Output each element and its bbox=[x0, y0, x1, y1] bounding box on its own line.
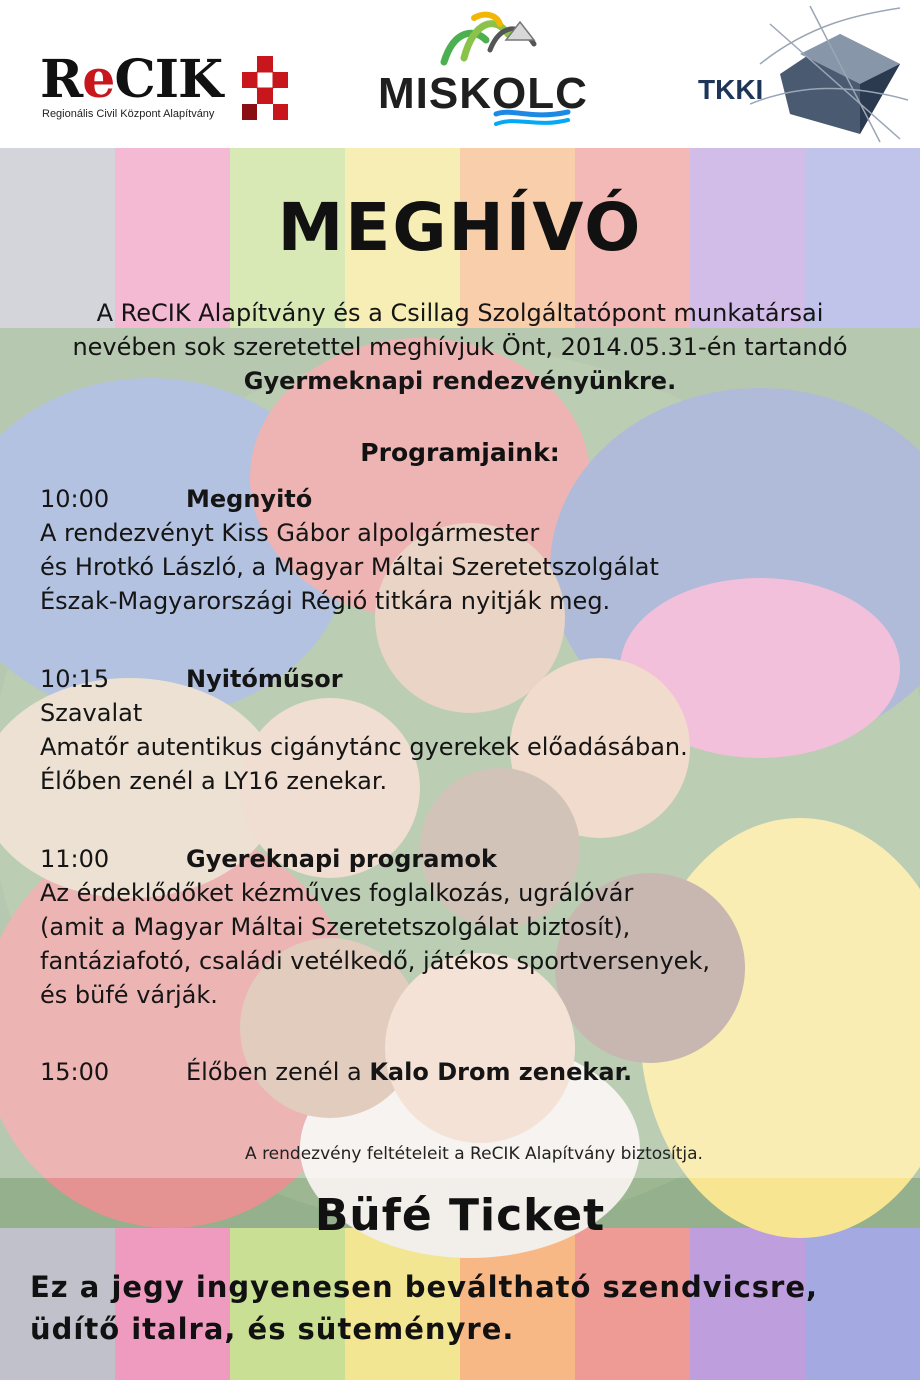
ticket-text bbox=[30, 1266, 910, 1350]
program-description: és büfé várják. bbox=[40, 981, 218, 1009]
intro-line: nevében sok szeretettel meghívjuk Önt, 2014.05.31-én tartandó bbox=[72, 333, 848, 361]
program-description: és Hrotkó László, a Magyar Máltai Szeretetszolgálat bbox=[40, 553, 659, 581]
ticket-line: Ez a jegy ingyenesen beváltható szendvicsre, bbox=[30, 1270, 819, 1304]
program-heading: Programjaink: bbox=[360, 438, 560, 467]
miskolc-logo-word: MISKOLC bbox=[378, 69, 588, 118]
recik-logo-word: ReCIK bbox=[40, 49, 223, 110]
intro-line-bold: Gyermeknapi rendezvényünkre. bbox=[243, 367, 677, 395]
program-band-name: Kalo Drom zenekar. bbox=[369, 1058, 633, 1086]
program-description: A rendezvényt Kiss Gábor alpolgármester bbox=[40, 519, 540, 547]
page-title: MEGHÍVÓ bbox=[277, 189, 643, 266]
program-description: fantáziafotó, családi vetélkedő, játékos sportversenyek, bbox=[40, 947, 710, 975]
footer-note: A rendezvény feltételeit a ReCIK Alapítvány biztosítja. bbox=[245, 1144, 703, 1164]
program-text: Élőben zenél a bbox=[186, 1058, 370, 1086]
tkki-logo-word: TKKI bbox=[698, 74, 764, 105]
intro-text bbox=[10, 296, 910, 398]
program-item bbox=[40, 1055, 900, 1089]
program-name: Megnyitó bbox=[186, 485, 313, 513]
program-description: Az érdeklődőket kézműves foglalkozás, ugrálóvár bbox=[40, 879, 634, 907]
program-description: Szavalat bbox=[40, 699, 143, 727]
ticket-line: üdítő italra, és süteményre. bbox=[30, 1312, 515, 1346]
program-description: (amit a Magyar Máltai Szeretetszolgálat biztosít), bbox=[40, 913, 631, 941]
program-description: Amatőr autentikus cigánytánc gyerekek előadásában. bbox=[40, 733, 688, 761]
program-time: 11:00 bbox=[40, 845, 110, 873]
program-time: 10:00 bbox=[40, 485, 110, 513]
program-item bbox=[40, 662, 900, 798]
recik-logo-subtitle: Regionális Civil Központ Alapítvány bbox=[42, 108, 215, 120]
program-time: 15:00 bbox=[40, 1058, 110, 1086]
program-item bbox=[40, 842, 900, 1012]
ticket-title: Büfé Ticket bbox=[314, 1190, 606, 1241]
program-name: Gyereknapi programok bbox=[186, 845, 497, 873]
program-time: 10:15 bbox=[40, 665, 110, 693]
intro-line: A ReCIK Alapítvány és a Csillag Szolgáltatópont munkatársai bbox=[96, 299, 824, 327]
program-name: Nyitóműsor bbox=[186, 665, 343, 693]
program-description: Élőben zenél a LY16 zenekar. bbox=[40, 767, 388, 795]
program-description: Észak-Magyarországi Régió titkára nyitják meg. bbox=[40, 587, 611, 615]
program-item bbox=[40, 482, 900, 618]
